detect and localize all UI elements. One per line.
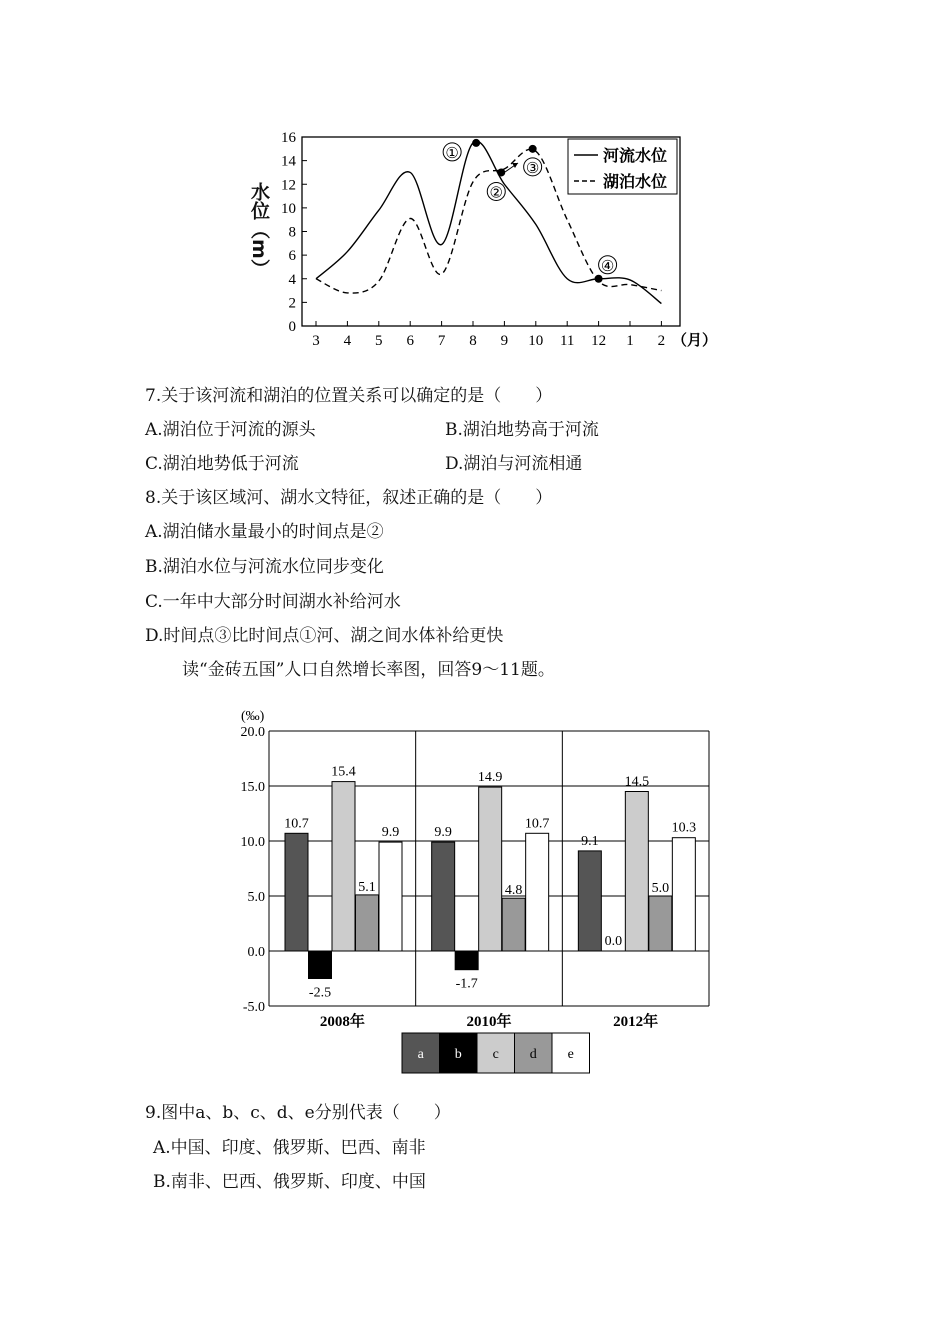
question-7-option-b: B.湖泊地势高于河流 (445, 420, 599, 440)
bar-b (309, 951, 332, 979)
x-tick-label: 5 (375, 333, 383, 349)
bar-c (625, 792, 648, 952)
question-9-stem: 9.图中a、b、c、d、e分别代表（ ） (145, 1103, 451, 1123)
intro-text: 读“金砖五国”人口自然增长率图，回答9～11题。 (182, 660, 555, 680)
bar-e (672, 838, 695, 951)
x-tick-label: 12 (591, 333, 607, 349)
x-tick-label: 3 (312, 333, 320, 349)
x-tick-label: 2 (657, 333, 666, 349)
legend-label-e: e (567, 1047, 574, 1062)
y-unit-label: (‰) (241, 709, 265, 724)
data-label: 9.9 (434, 825, 452, 841)
y-tick-label: 6 (288, 248, 296, 265)
data-label: 9.9 (381, 825, 400, 841)
bar-b (455, 951, 478, 970)
y-tick-label: -5.0 (242, 1000, 265, 1015)
data-label: 15.4 (331, 764, 356, 780)
marker-label: ① (445, 145, 459, 162)
bar-e (526, 833, 549, 951)
bar-d (502, 898, 525, 951)
y-tick-label: 0.0 (247, 945, 265, 960)
data-label: 14.5 (624, 774, 650, 790)
bar-c (332, 782, 355, 951)
marker-dot (472, 139, 480, 147)
water-level-legend (568, 139, 677, 194)
question-8-option-a: A.湖泊储水量最小的时间点是② (145, 522, 384, 542)
y-tick-label: 4 (288, 271, 296, 288)
x-tick-label: 7 (437, 333, 446, 349)
marker-label: ③ (525, 160, 540, 177)
marker-dot (529, 145, 537, 153)
data-label: 10.7 (524, 816, 550, 832)
question-8-option-b: B.湖泊水位与河流水位同步变化 (145, 557, 384, 577)
y-tick-label: 15.0 (240, 780, 265, 795)
x-category-label: 2008年 (319, 1014, 365, 1030)
water-level-y-label: 水位（m） (248, 182, 270, 278)
x-tick-label: 1 (626, 333, 634, 349)
marker-arrowhead (512, 163, 518, 168)
x-tick-label: 9 (500, 333, 509, 349)
x-tick-label: 6 (406, 333, 414, 349)
question-7-stem: 7.关于该河流和湖泊的位置关系可以确定的是（ ） (145, 386, 553, 406)
bar-a (578, 851, 601, 951)
x-unit-label: （月） (672, 333, 718, 349)
data-label: 5.1 (358, 879, 376, 895)
data-label: -1.7 (455, 976, 478, 992)
question-9-option-b: B.南非、巴西、俄罗斯、印度、中国 (153, 1172, 426, 1192)
population-growth-legend (402, 1033, 590, 1073)
bar-a (285, 833, 308, 951)
marker-label: ② (489, 185, 503, 202)
data-label: 9.1 (581, 833, 599, 849)
legend-label-a: a (417, 1047, 424, 1062)
y-tick-label: 5.0 (247, 890, 265, 905)
x-tick-label: 8 (469, 333, 477, 349)
y-tick-label: 16 (281, 130, 296, 146)
x-tick-label: 10 (528, 333, 544, 349)
marker-dot (497, 168, 505, 176)
question-7-option-c: C.湖泊地势低于河流 (145, 454, 299, 474)
question-7-option-d: D.湖泊与河流相通 (445, 454, 583, 474)
x-category-label: 2012年 (613, 1014, 659, 1030)
bar-e (379, 842, 402, 951)
y-tick-label: 8 (288, 224, 296, 241)
bar-a (432, 842, 455, 951)
y-tick-label: 10 (281, 200, 296, 217)
legend-label-c: c (492, 1047, 499, 1062)
data-label: 4.8 (504, 883, 523, 899)
x-tick-label: 11 (559, 333, 575, 349)
data-label: 0.0 (604, 934, 623, 949)
data-label: 14.9 (477, 770, 503, 786)
population-growth-bars (285, 782, 695, 979)
y-tick-label: 12 (281, 177, 296, 194)
question-8-option-d: D.时间点③比时间点①河、湖之间水体补给更快 (145, 626, 504, 646)
marker-label: ④ (600, 258, 615, 275)
data-label: 10.3 (671, 820, 697, 836)
water-level-chart (0, 0, 950, 360)
question-8-stem: 8.关于该区域河、湖水文特征，叙述正确的是（ ） (145, 488, 553, 508)
y-tick-label: 10.0 (240, 835, 265, 850)
x-tick-label: 4 (343, 333, 352, 349)
bar-d (356, 895, 379, 951)
legend-river-label: 河流水位 (603, 146, 668, 165)
data-label: 5.0 (651, 881, 670, 896)
question-7-option-a: A.湖泊位于河流的源头 (145, 420, 316, 440)
y-tick-label: 2 (288, 295, 296, 312)
legend-lake-label: 湖泊水位 (603, 172, 668, 191)
y-tick-label: 14 (281, 153, 296, 170)
legend-label-b: b (454, 1047, 462, 1062)
question-9-option-a: A.中国、印度、俄罗斯、巴西、南非 (153, 1138, 426, 1158)
question-8-option-c: C.一年中大部分时间湖水补给河水 (145, 592, 401, 612)
bar-d (649, 896, 672, 951)
bar-c (479, 787, 502, 951)
data-label: 10.7 (284, 816, 309, 832)
marker-dot (595, 275, 603, 283)
x-category-label: 2010年 (466, 1014, 512, 1030)
population-growth-chart (0, 690, 950, 1090)
y-tick-label: 20.0 (240, 725, 265, 740)
data-label: -2.5 (308, 985, 332, 1001)
y-tick-label: 0 (288, 319, 296, 335)
legend-label-d: d (529, 1047, 537, 1062)
